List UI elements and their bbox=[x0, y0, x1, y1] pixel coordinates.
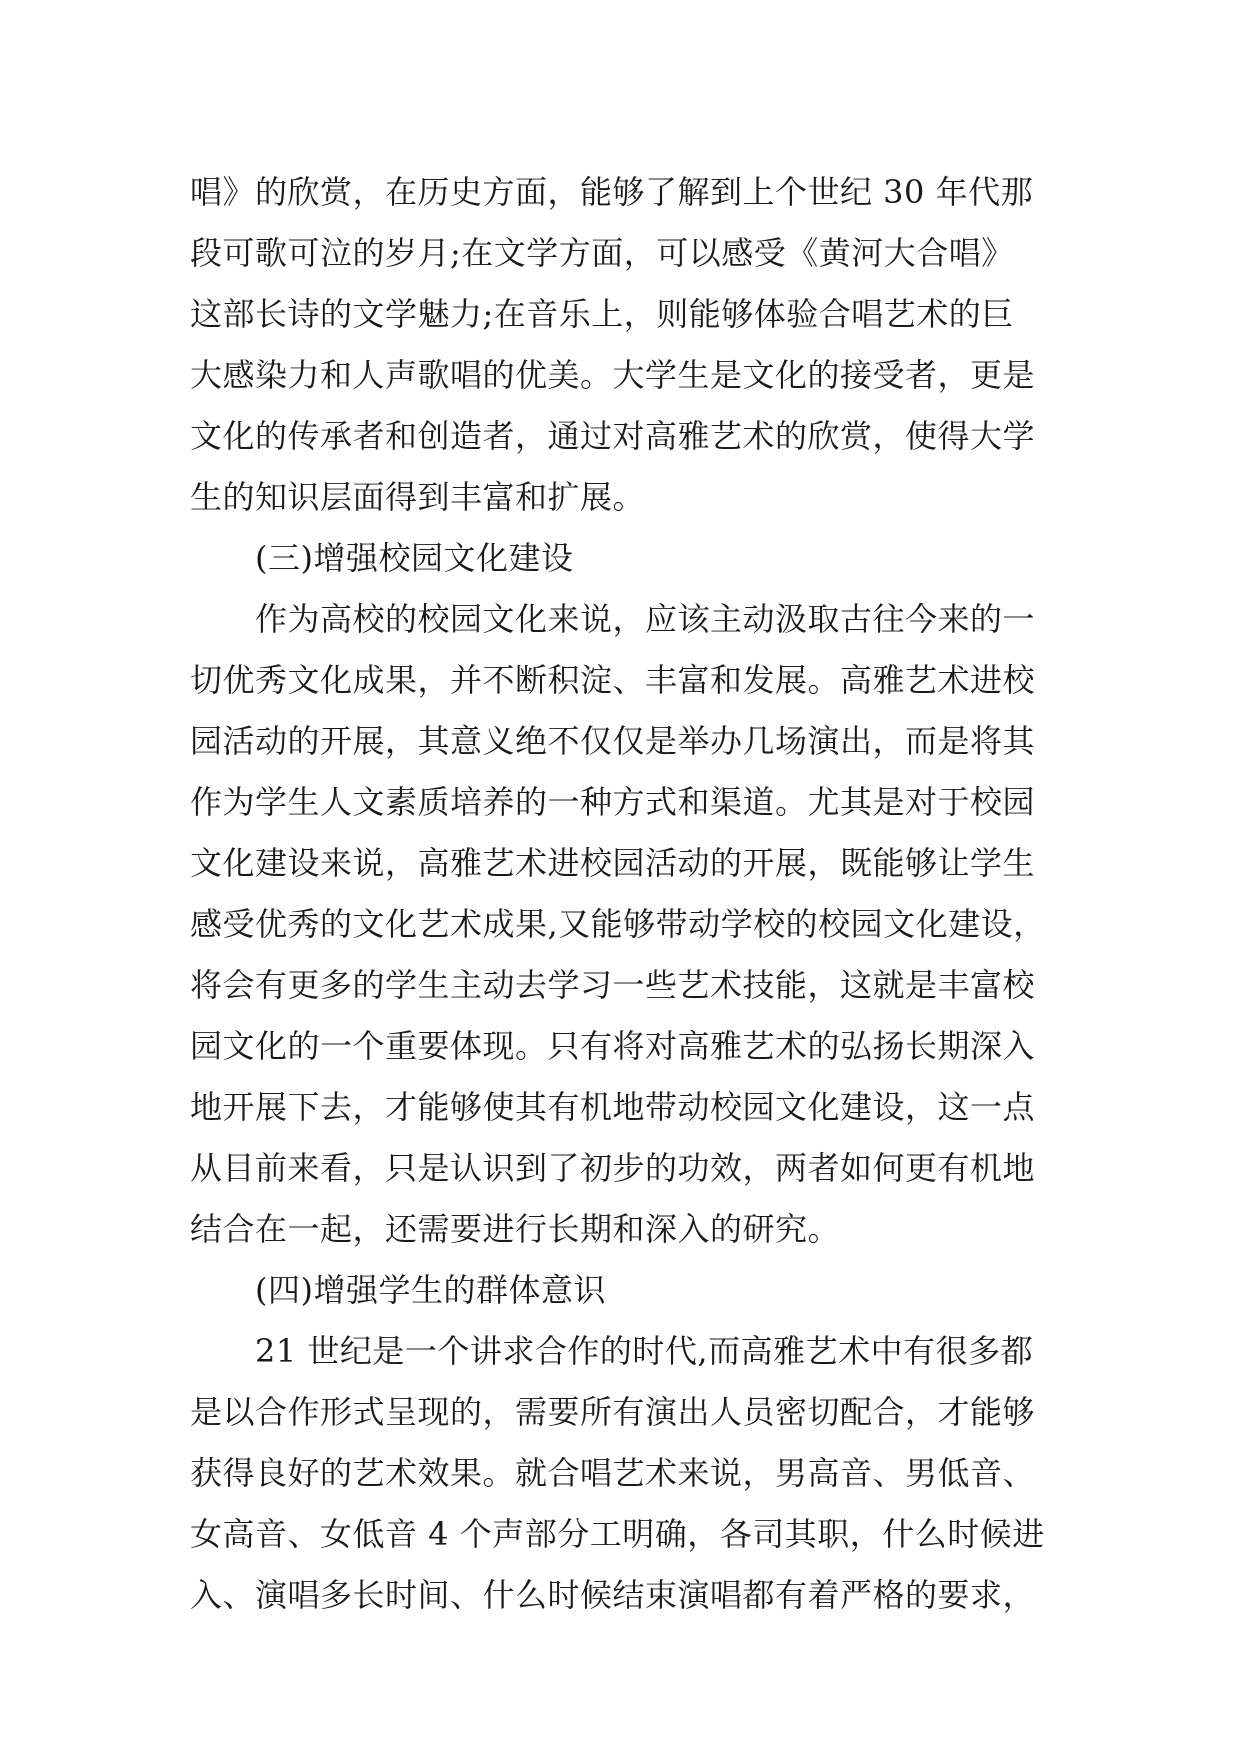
body-line: 将会有更多的学生主动去学习一些艺术技能，这就是丰富校 bbox=[190, 966, 1036, 1004]
paragraph-first-line: 作为高校的校园文化来说，应该主动汲取古往今来的一 bbox=[255, 600, 1036, 638]
body-line: 地开展下去，才能够使其有机地带动校园文化建设，这一点 bbox=[190, 1088, 1036, 1126]
body-line: 文化的传承者和创造者，通过对高雅艺术的欣赏，使得大学 bbox=[190, 417, 1036, 455]
body-line: 园活动的开展，其意义绝不仅仅是举办几场演出，而是将其 bbox=[190, 722, 1036, 760]
body-line: 作为学生人文素质培养的一种方式和渠道。尤其是对于校园 bbox=[190, 783, 1036, 821]
body-line: 女高音、女低音 4 个声部分工明确，各司其职，什么时候进 bbox=[190, 1515, 1045, 1553]
body-line: 段可歌可泣的岁月;在文学方面，可以感受《黄河大合唱》 bbox=[190, 234, 1014, 272]
document-body bbox=[190, 162, 1060, 1626]
body-line: 结合在一起，还需要进行长期和深入的研究。 bbox=[190, 1210, 841, 1248]
section-heading-4: (四)增强学生的群体意识 bbox=[255, 1271, 606, 1309]
body-line: 园文化的一个重要体现。只有将对高雅艺术的弘扬长期深入 bbox=[190, 1027, 1036, 1065]
body-line: 从目前来看，只是认识到了初步的功效，两者如何更有机地 bbox=[190, 1149, 1036, 1187]
body-line: 文化建设来说，高雅艺术进校园活动的开展，既能够让学生 bbox=[190, 844, 1036, 882]
paragraph-first-line: 21 世纪是一个讲求合作的时代,而高雅艺术中有很多都 bbox=[255, 1332, 1034, 1370]
section-heading-3: (三)增强校园文化建设 bbox=[255, 539, 574, 577]
body-line: 是以合作形式呈现的，需要所有演出人员密切配合，才能够 bbox=[190, 1393, 1036, 1431]
body-line: 这部长诗的文学魅力;在音乐上，则能够体验合唱艺术的巨 bbox=[190, 295, 1014, 333]
body-line: 唱》的欣赏，在历史方面，能够了解到上个世纪 30 年代那 bbox=[190, 173, 1034, 211]
body-line: 感受优秀的文化艺术成果,又能够带动学校的校园文化建设， bbox=[190, 905, 1046, 943]
body-line: 生的知识层面得到丰富和扩展。 bbox=[190, 478, 646, 516]
body-line: 切优秀文化成果，并不断积淀、丰富和发展。高雅艺术进校 bbox=[190, 661, 1036, 699]
body-line: 入、演唱多长时间、什么时候结束演唱都有着严格的要求， bbox=[190, 1576, 1036, 1614]
body-line: 大感染力和人声歌唱的优美。大学生是文化的接受者，更是 bbox=[190, 356, 1036, 394]
body-line: 获得良好的艺术效果。就合唱艺术来说，男高音、男低音、 bbox=[190, 1454, 1036, 1492]
